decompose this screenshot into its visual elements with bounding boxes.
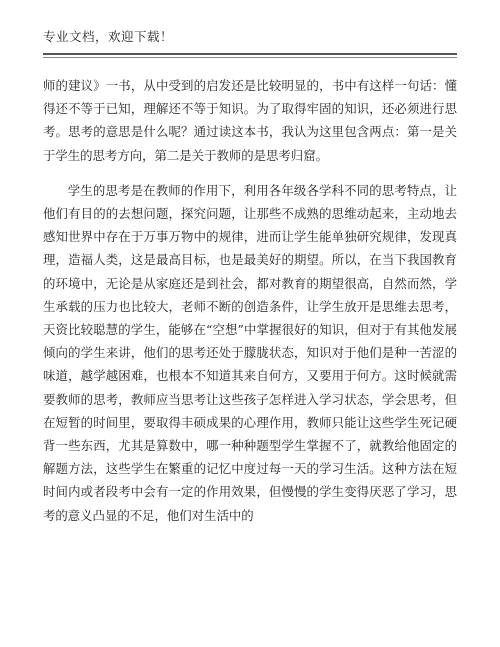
header-rule [43, 53, 457, 55]
paragraph-1: 师的建议》一书，从中受到的启发还是比较明显的，书中有这样一句话：懂得还不等于已知，理解还不等于知识。为了取得牢固的知识，还必须进行思考。思考的意思是什么呢？通过读这本书，我认为这里包含两点：第一是关于学生的思考方向，第二是关于教师的是思考归窟。 [43, 78, 457, 163]
document-body [43, 74, 457, 527]
page-header: 专业文档，欢迎下载！ [43, 29, 174, 44]
paragraph-2: 学生的思考是在教师的作用下，利用各年级各学科不同的思考特点，让他们有目的的去想问题，探究问题，让那些不成熟的思维动起来，主动地去感知世界中存在于万事万物中的规律，进而让学生能单独研究规律，发现真理，造福人类，这是最高目标，也是最美好的期望。所以，在当下我国教育的环境中，无论是从家庭还是到社会，都对教育的期望很高，自然而然，学生承载的压力也比较大，老师不断的创造条件，让学生放开是思维去思考，天资比较聪慧的学生，能够在“空想”中掌握很好的知识，但对于有其他发展倾向的学生来讲，他们的思考还处于朦胧状态，知识对于他们是种一苦涩的味道，越学越困难，也根本不知道其来自何方，又要用于何方。这时候就需要教师的思考，教师应当思考让这些孩子怎样进入学习状态，学会思考，但在短暂的时间里，要取得丰硕成果的心理作用，教师只能让这些学生死记硬背一些东西，尤其是算数中，哪一种种题型学生掌握不了，就教给他固定的解题方法，这些学生在繁重的记忆中度过每一天的学习生活。这种方法在短时间内或者段考中会有一定的作用效果，但慢慢的学生变得厌恶了学习，思考的意义凸显的不足，他们对生活中的 [43, 182, 457, 523]
header-rule-secondary [43, 57, 457, 58]
